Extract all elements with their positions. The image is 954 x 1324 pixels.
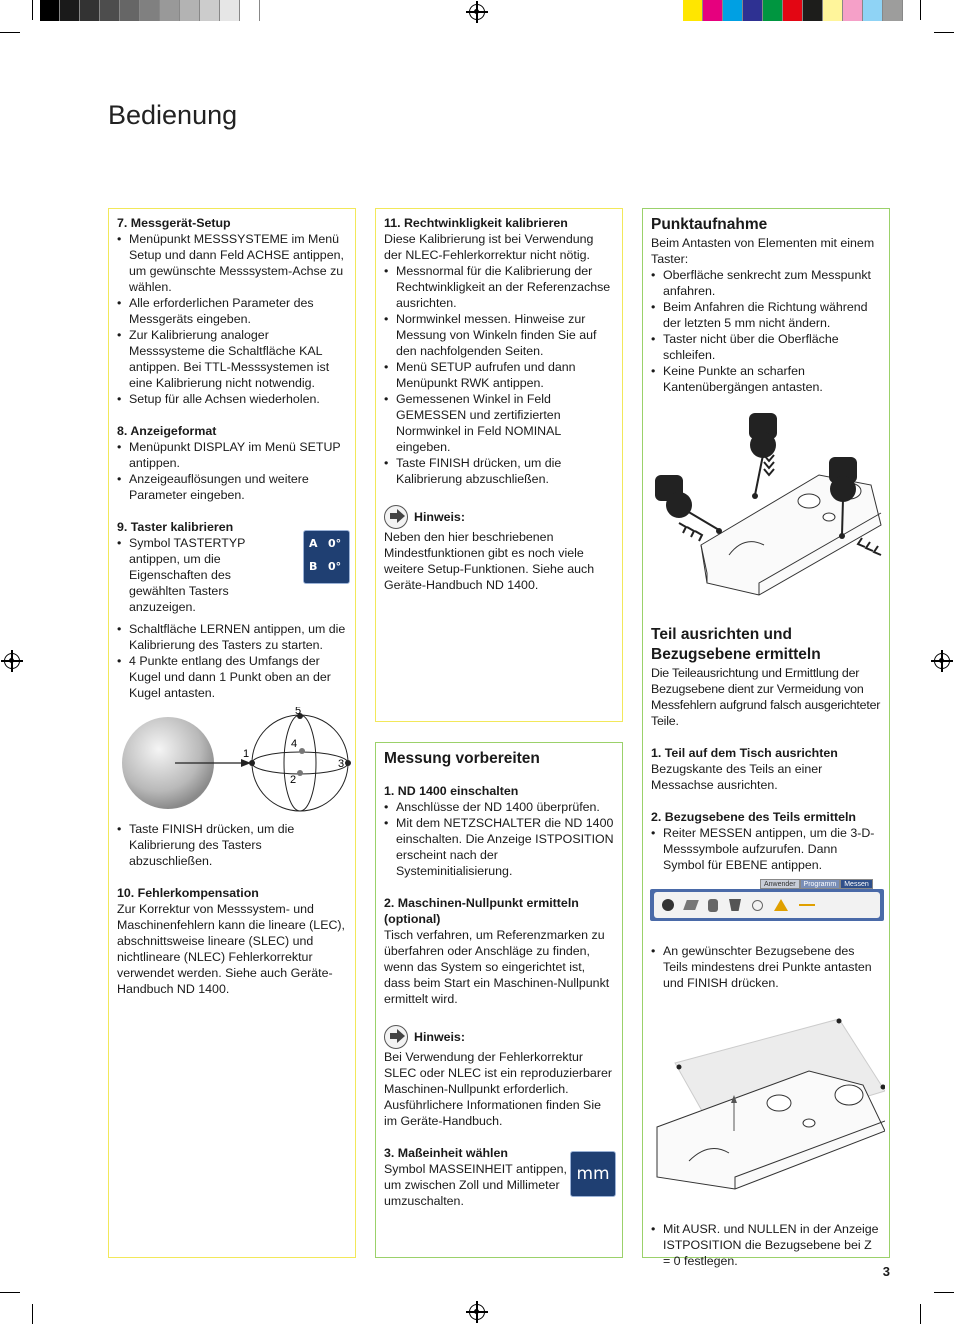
registration-mark-icon xyxy=(4,653,20,669)
registration-mark-icon xyxy=(469,1304,485,1320)
section-heading: 9. Taster kalibrieren xyxy=(117,520,234,534)
section-heading: 7. Messgerät-Setup xyxy=(117,216,231,230)
cylinder-icon[interactable] xyxy=(708,899,718,912)
paragraph: Tisch verfahren, um Referenzmarken zu überfahren oder Anschläge zu finden, wenn das System so eingerichtet ist, dass beim Start ein Maschinen-Nullpunkt ermittelt wird. xyxy=(384,928,610,1006)
axis-a-value: 0° xyxy=(328,537,342,550)
list-item: • Oberfläche senkrecht zum Messpunkt anfahren. xyxy=(651,267,881,299)
list-item: • Zur Kalibrierung analoger Messsysteme die Schaltfläche KAL antippen. Bei TTL-Messsystemen ist eine Kalibrierung nicht notwendig. xyxy=(117,327,347,391)
list-item: • Beim Anfahren die Richtung während der letzten 5 mm nicht ändern. xyxy=(651,299,881,331)
tab-programm[interactable]: Programm xyxy=(800,879,841,889)
list-item: • Menüpunkt MESSSYSTEME im Menü Setup und dann Feld ACHSE antippen, um gewünschte Messsystem-Achse zu wählen. xyxy=(117,231,347,295)
section-heading: 10. Fehlerkompensation xyxy=(117,886,259,900)
note-label: Hinweis: xyxy=(414,510,465,524)
reference-plane-illustration xyxy=(649,1001,885,1201)
cone-icon[interactable] xyxy=(729,899,741,911)
registration-mark-icon xyxy=(934,653,950,669)
paragraph: Diese Kalibrierung ist bei Verwendung der NLEC-Fehlerkorrektur nicht nötig. xyxy=(384,232,594,262)
point-label: 5 xyxy=(295,707,302,717)
distance-icon[interactable] xyxy=(799,904,815,906)
axis-b-value: 0° xyxy=(328,560,342,573)
crop-mark xyxy=(0,32,20,33)
list-item: • Anzeigeauflösungen und weitere Parameter eingeben. xyxy=(117,471,347,503)
arrow-note-icon xyxy=(384,1025,408,1049)
bullet-list xyxy=(117,621,347,701)
list-item: • Menü SETUP aufrufen und dann Menüpunkt RWK antippen. xyxy=(384,359,614,391)
bullet-list xyxy=(651,825,881,873)
crop-mark xyxy=(920,1304,921,1324)
grayscale-bar xyxy=(40,0,260,21)
bullet-list xyxy=(117,231,347,407)
list-item: • Alle erforderlichen Parameter des Messgeräts eingeben. xyxy=(117,295,347,327)
paragraph: Die Teileausrichtung und Ermittlung der Bezugsebene dient zur Vermeidung von Messfehlern aufgrund falsch ausgerichteter Teile. xyxy=(651,666,881,728)
list-item: • Taste FINISH drücken, um die Kalibrierung des Tasters abzuschließen. xyxy=(117,821,347,869)
arrow-note-icon xyxy=(384,505,408,529)
section-heading: 1. Teil auf dem Tisch ausrichten xyxy=(651,746,838,760)
paragraph: Zur Korrektur von Messsystem- und Maschinenfehlern kann die lineare (LEC), abschnittsweise lineare (SLEC) und nichtlineare (NLEC) Fehlerkorrektur verwendet werden. Siehe auch Geräte-Handbuch ND 1400. xyxy=(117,902,345,996)
note-heading xyxy=(384,1025,614,1049)
calibration-box xyxy=(375,208,623,722)
color-bar xyxy=(683,0,903,21)
plane-icon[interactable] xyxy=(683,900,699,910)
list-item: • Keine Punkte an scharfen Kantenübergängen antasten. xyxy=(651,363,881,395)
crop-mark xyxy=(32,1304,33,1324)
section-heading: 8. Anzeigeformat xyxy=(117,424,217,438)
bullet-list xyxy=(117,439,347,503)
registration-mark-icon xyxy=(469,4,485,20)
list-item: • Setup für alle Achsen wiederholen. xyxy=(117,391,347,407)
crop-mark xyxy=(0,1292,20,1293)
axis-a-label: A xyxy=(309,537,318,550)
crop-mark xyxy=(32,0,33,20)
page-number: 3 xyxy=(882,1264,890,1279)
list-item: • Normwinkel messen. Hinweise zur Messung von Winkeln finden Sie auf den nachfolgenden Seiten. xyxy=(384,311,614,359)
point-label: 2 xyxy=(290,774,297,786)
box-title: Messung vorbereiten xyxy=(384,750,540,767)
note-label: Hinweis: xyxy=(414,1030,465,1044)
list-item: • Messnormal für die Kalibrierung der Rechtwinkligkeit an der Referenzachse ausrichten. xyxy=(384,263,614,311)
mm-label: mm xyxy=(576,1164,610,1184)
section-heading: 2. Bezugsebene des Teils ermitteln xyxy=(651,810,856,824)
crop-mark xyxy=(934,32,954,33)
section-heading: 11. Rechtwinkligkeit kalibrieren xyxy=(384,216,568,230)
bullet-list xyxy=(651,267,881,395)
bullet-list xyxy=(384,799,614,879)
paragraph: Bezugskante des Teils an einer Messachse ausrichten. xyxy=(651,762,823,792)
bullet-list xyxy=(651,943,881,991)
list-item: • Taste FINISH drücken, um die Kalibrierung abzuschließen. xyxy=(384,455,614,487)
box-title: Teil ausrichten und Bezugsebene ermitteln xyxy=(651,626,821,663)
list-item: • Anschlüsse der ND 1400 überprüfen. xyxy=(384,799,614,815)
paragraph: Bei Verwendung der Fehlerkorrektur SLEC oder NLEC ist ein reproduzierbarer Maschinen-Nullpunkt erforderlich. Ausführlichere Informationen finden Sie im Geräte-Handbuch. xyxy=(384,1050,612,1128)
point-label: 1 xyxy=(243,748,250,760)
alignment-column xyxy=(642,208,890,1268)
axis-b-label: B xyxy=(309,560,318,573)
point-icon[interactable] xyxy=(662,899,674,911)
crop-mark xyxy=(920,0,921,20)
prepare-measurement-box xyxy=(375,742,623,1258)
crop-mark xyxy=(934,1292,954,1293)
tab-anwender[interactable]: Anwender xyxy=(760,879,800,889)
list-item: • Schaltfläche LERNEN antippen, um die Kalibrierung des Tasters zu starten. xyxy=(117,621,347,653)
box-title: Punktaufnahme xyxy=(651,216,768,233)
point-label: 3 xyxy=(338,758,345,770)
angle-icon[interactable] xyxy=(774,899,788,911)
tab-messen[interactable]: Messen xyxy=(840,879,873,889)
tastertyp-icon[interactable] xyxy=(303,530,350,584)
list-item: • Taster nicht über die Oberfläche schleifen. xyxy=(651,331,881,363)
bullet-list xyxy=(384,263,614,487)
setup-column xyxy=(108,208,356,1258)
list-item: • 4 Punkte entlang des Umfangs der Kugel und dann 1 Punkt oben an der Kugel antasten. xyxy=(117,653,347,701)
list-item: • An gewünschter Bezugsebene des Teils mindestens drei Punkte antasten und FINISH drücken. xyxy=(651,943,881,991)
note-heading xyxy=(384,505,614,529)
probing-illustration xyxy=(649,405,885,605)
section-heading: 1. ND 1400 einschalten xyxy=(384,784,519,798)
sphere-icon[interactable] xyxy=(752,900,763,911)
page-title: Bedienung xyxy=(108,100,238,130)
list-item: • Mit dem NETZSCHALTER die ND 1400 einschalten. Die Anzeige ISTPOSITION erscheint nach der Systeminitialisierung. xyxy=(384,815,614,879)
measure-toolbar xyxy=(650,879,884,921)
section-heading: 2. Maschinen-Nullpunkt ermitteln (optional) xyxy=(384,896,579,926)
paragraph: Neben den hier beschriebenen Mindestfunktionen gibt es noch viele weitere Setup-Funktionen. Siehe auch Geräte-Handbuch ND 1400. xyxy=(384,530,595,592)
bullet-list xyxy=(117,535,289,615)
mm-unit-icon[interactable] xyxy=(570,1151,616,1197)
list-item: • Menüpunkt DISPLAY im Menü SETUP antippen. xyxy=(117,439,347,471)
bullet-list xyxy=(651,1221,881,1269)
list-item: • Gemessenen Winkel in Feld GEMESSEN und zertifizierten Normwinkel in Feld NOMINAL eingeben. xyxy=(384,391,614,455)
paragraph: Beim Antasten von Elementen mit einem Taster: xyxy=(651,236,875,266)
list-item: • Mit AUSR. und NULLEN in der Anzeige ISTPOSITION die Bezugsebene bei Z = 0 festlegen. xyxy=(651,1221,881,1269)
list-item: • Symbol TASTERTYP antippen, um die Eigenschaften des gewählten Tasters anzuzeigen. xyxy=(117,535,289,615)
paragraph: Symbol MASSEINHEIT antippen, um zwischen Zoll und Millimeter umzuschalten. xyxy=(384,1162,567,1208)
section-heading: 3. Maßeinheit wählen xyxy=(384,1146,508,1160)
point-label: 4 xyxy=(291,738,298,750)
bullet-list xyxy=(117,821,347,869)
sphere-calibration-illustration xyxy=(115,707,355,817)
list-item: • Reiter MESSEN antippen, um die 3-D-Messsymbole aufzurufen. Dann Symbol für EBENE antippen. xyxy=(651,825,881,873)
